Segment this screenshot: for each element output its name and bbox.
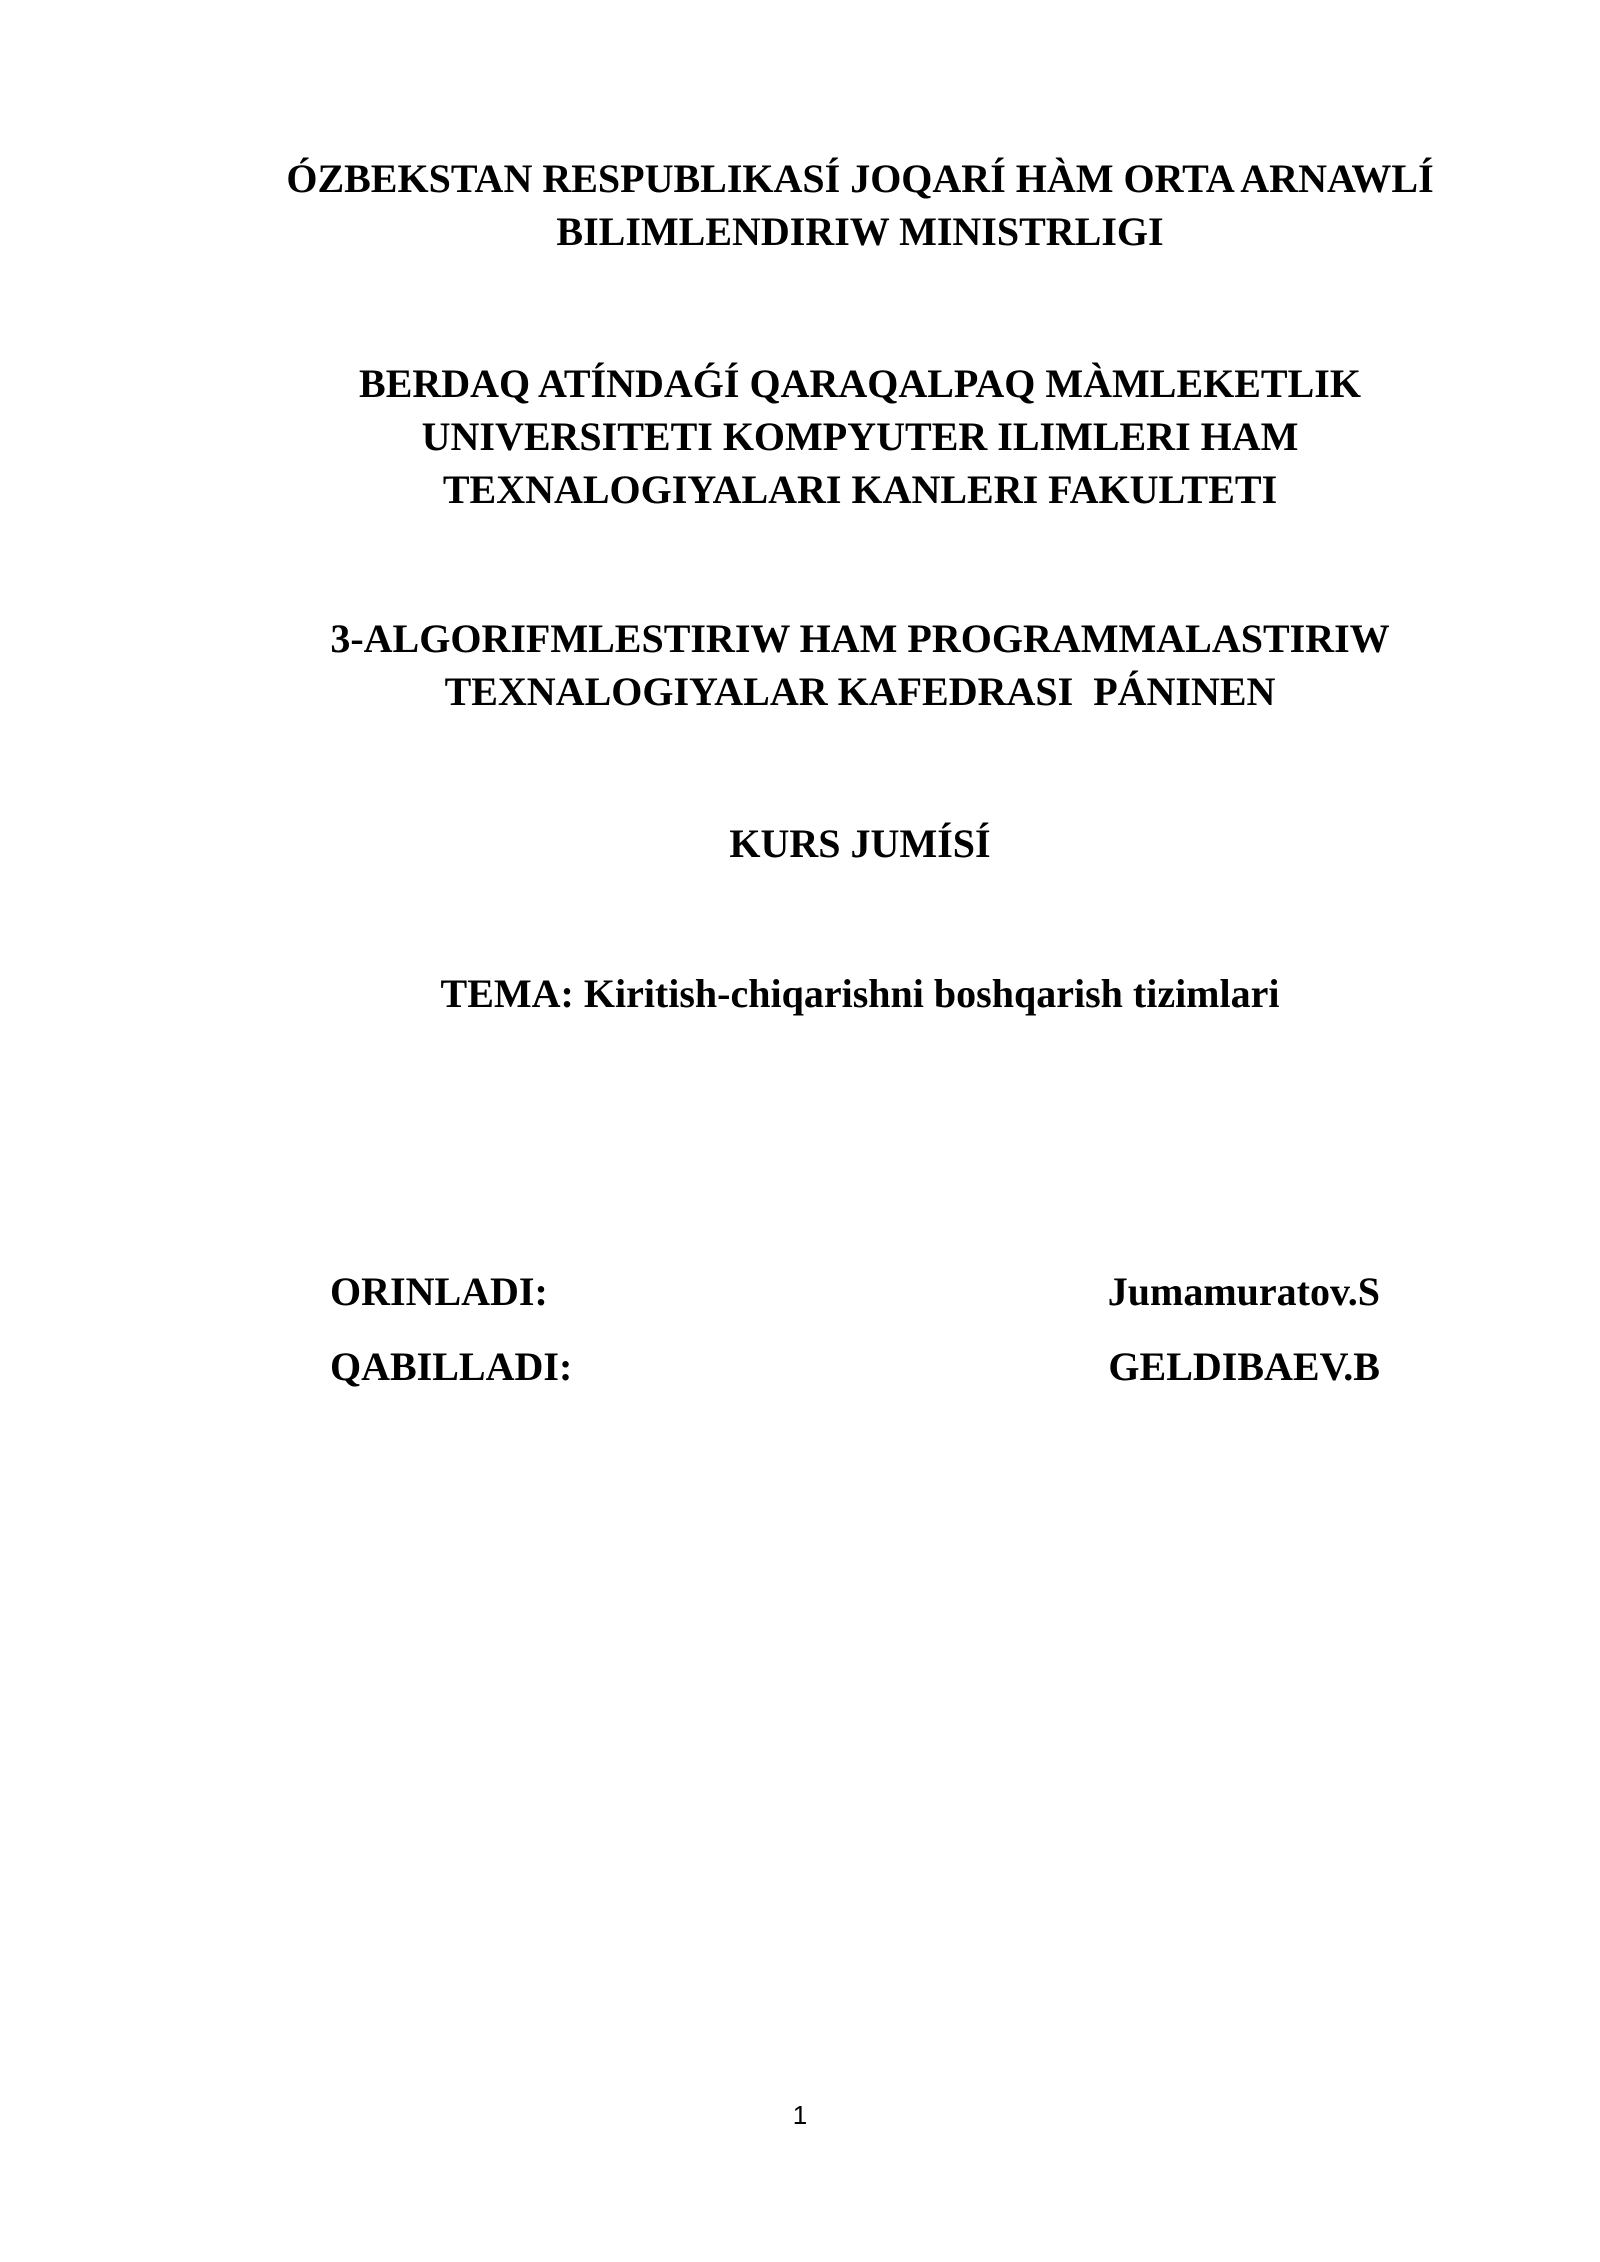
document-type bbox=[240, 817, 1480, 870]
document-type-text: KURS JUMÍSÍ bbox=[729, 821, 991, 866]
performer-label: ORINLADI: bbox=[330, 1269, 548, 1314]
topic-text: TEMA: Kiritish-chiqarishni boshqarish tizimlari bbox=[440, 971, 1280, 1016]
university-heading bbox=[240, 357, 1480, 516]
university-line: TEXNALOGIYALARI KANLERI FAKULTETI bbox=[442, 467, 1278, 512]
ministry-line: ÓZBEKSTAN RESPUBLIKASÍ JOQARÍ HÀM ORTA ARNAWLÍ bbox=[286, 156, 1434, 201]
topic-title bbox=[240, 967, 1480, 1020]
performer-name: Jumamuratov.S bbox=[1107, 1269, 1380, 1314]
department-heading bbox=[240, 612, 1480, 718]
page-number: 1 bbox=[792, 2100, 808, 2130]
department-line: 3-ALGORIFMLESTIRIW HAM PROGRAMMALASTIRIW bbox=[330, 616, 1390, 661]
ministry-line: BILIMLENDIRIW MINISTRLIGI bbox=[556, 209, 1164, 254]
department-line: TEXNALOGIYALAR KAFEDRASI PÁNINEN bbox=[444, 669, 1276, 714]
ministry-heading bbox=[240, 152, 1480, 258]
university-line: BERDAQ ATÍNDAǴÍ QARAQALPAQ MÀMLEKETLIK bbox=[359, 361, 1361, 406]
university-line: UNIVERSITETI KOMPYUTER ILIMLERI HAM bbox=[421, 414, 1299, 459]
reviewer-name: GELDIBAEV.B bbox=[1108, 1344, 1380, 1389]
reviewer-label: QABILLADI: bbox=[330, 1344, 573, 1389]
